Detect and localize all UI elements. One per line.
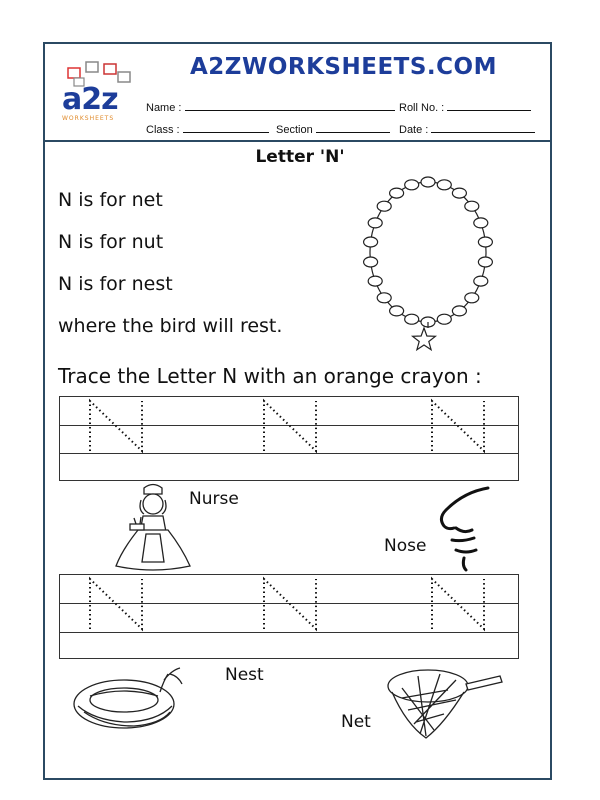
- logo-subtext: WORKSHEETS: [62, 115, 115, 122]
- name-label: Name :: [146, 102, 182, 114]
- date-label: Date :: [399, 124, 429, 136]
- nose-icon: [434, 484, 494, 574]
- logo-text: a2z: [62, 82, 118, 117]
- nurse-icon: [108, 482, 198, 572]
- nose-label: Nose: [384, 536, 427, 556]
- roll-line[interactable]: [447, 100, 531, 111]
- net-label: Net: [341, 712, 371, 732]
- trace-box-2[interactable]: [59, 574, 519, 659]
- class-label: Class :: [146, 124, 180, 136]
- section-field[interactable]: [276, 122, 390, 136]
- date-line[interactable]: [431, 122, 535, 133]
- trace-midline-2: [59, 603, 519, 604]
- trace-baseline-1: [59, 453, 519, 454]
- rhyme-line-2: N is for nut: [58, 231, 164, 253]
- trace-box-1[interactable]: [59, 396, 519, 481]
- trace-instruction: Trace the Letter N with an orange crayon :: [58, 364, 482, 388]
- page-title: Letter 'N': [255, 147, 345, 167]
- trace-midline-1: [59, 425, 519, 426]
- header-divider: [44, 140, 551, 142]
- rhyme-line-1: N is for net: [58, 189, 163, 211]
- nurse-label: Nurse: [189, 489, 239, 509]
- roll-label: Roll No. :: [399, 102, 445, 114]
- date-field[interactable]: [399, 122, 535, 136]
- section-line[interactable]: [316, 122, 390, 133]
- nest-icon: [64, 662, 194, 742]
- class-field[interactable]: [146, 122, 269, 136]
- rhyme-line-4: where the bird will rest.: [58, 315, 283, 337]
- class-line[interactable]: [183, 122, 269, 133]
- site-name: A2ZWORKSHEETS.COM: [190, 54, 497, 80]
- rhyme-line-3: N is for nest: [58, 273, 173, 295]
- logo: [60, 60, 136, 124]
- roll-field[interactable]: [399, 100, 531, 114]
- section-label: Section: [276, 124, 313, 136]
- nest-label: Nest: [225, 665, 264, 685]
- trace-baseline-2: [59, 632, 519, 633]
- name-field[interactable]: [146, 100, 395, 114]
- name-line[interactable]: [185, 100, 395, 111]
- net-icon: [386, 664, 506, 744]
